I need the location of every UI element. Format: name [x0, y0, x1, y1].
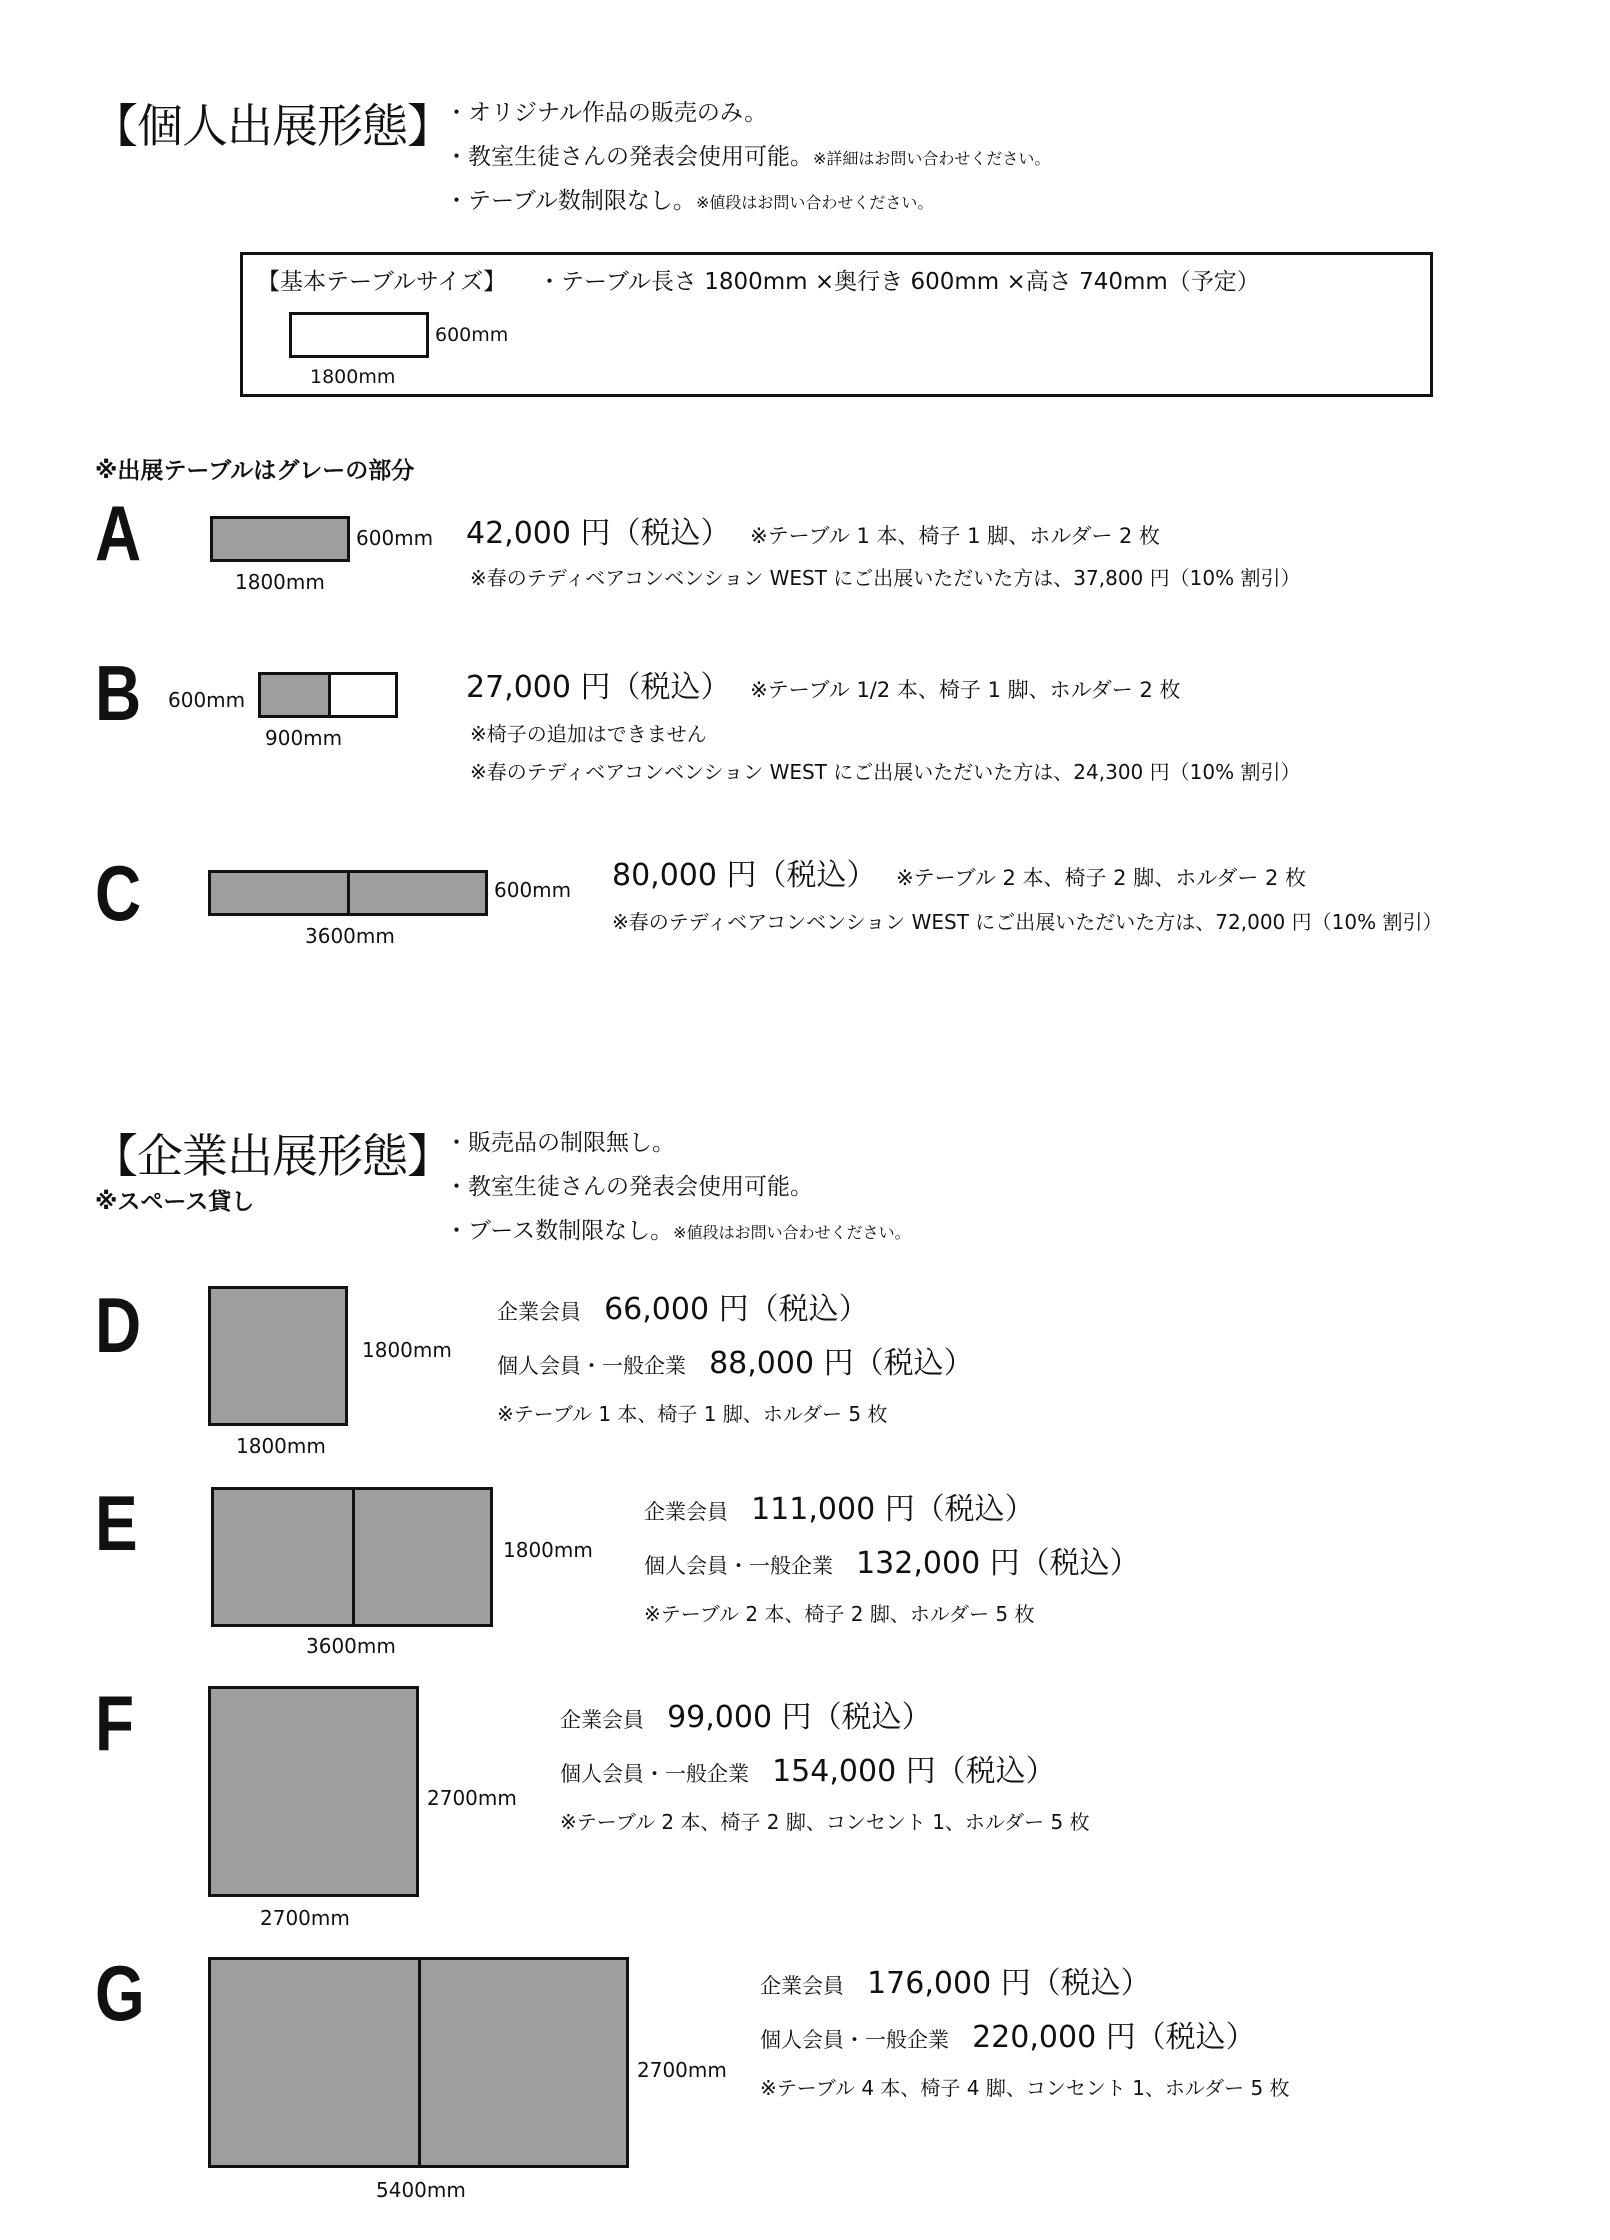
corporate-bullet-1 [445, 1124, 675, 1157]
plan-includes: ※テーブル 1/2 本、椅子 1 脚、ホルダー 2 枚 [750, 678, 1181, 702]
general-price: 220,000 円（税込） [972, 2020, 1256, 2055]
plan-c-length-label: 3600mm [305, 924, 395, 948]
price-text: 27,000 円（税込） [466, 670, 731, 705]
bullet-text: ・販売品の制限無し。 [445, 1130, 675, 1156]
member-price: 111,000 円（税込） [751, 1492, 1035, 1527]
plan-b-chair-note: ※椅子の追加はできません [470, 722, 707, 746]
plan-b-gray-half [261, 675, 331, 715]
general-price: 132,000 円（税込） [856, 1546, 1140, 1581]
plan-d-side-label: 1800mm [362, 1338, 452, 1362]
basic-table-label: 【基本テーブルサイズ】 [257, 269, 507, 295]
general-price: 154,000 円（税込） [772, 1754, 1056, 1789]
member-label: 企業会員 [497, 1300, 581, 1324]
plan-g-includes: ※テーブル 4 本、椅子 4 脚、コンセント 1、ホルダー 5 枚 [760, 2076, 1290, 2100]
plan-g-letter: G [95, 1949, 145, 2037]
plan-a-letter: A [95, 489, 142, 577]
plan-b-price [466, 662, 1181, 706]
bullet-text: ・ブース数制限なし。 [445, 1218, 674, 1244]
plan-d-includes: ※テーブル 1 本、椅子 1 脚、ホルダー 5 枚 [497, 1402, 888, 1426]
plan-a-discount-note: ※春のテディベアコンベンション WEST にご出展いただいた方は、37,800 円（10% 割引） [470, 566, 1301, 590]
plan-includes: ※テーブル 1 本、椅子 1 脚、ホルダー 2 枚 [750, 524, 1161, 548]
plan-c-table-diagram [208, 870, 488, 916]
bullet-note: ※値段はお問い合わせください。 [673, 1223, 911, 1242]
general-label: 個人会員・一般企業 [560, 1762, 749, 1786]
bullet-note: ※値段はお問い合わせください。 [695, 193, 934, 212]
plan-f-width-label: 2700mm [260, 1906, 350, 1930]
plan-e-side-label: 1800mm [503, 1538, 593, 1562]
corporate-bullet-3 [445, 1212, 911, 1245]
plan-a-price [466, 508, 1160, 552]
plan-g-booth-diagram [208, 1957, 629, 2168]
individual-bullet-2 [445, 138, 1050, 171]
plan-b-table-diagram [258, 672, 398, 718]
plan-e-letter: E [95, 1479, 138, 1567]
plan-e-general-price-row [644, 1538, 1140, 1582]
plan-b-discount-note: ※春のテディベアコンベンション WEST にご出展いただいた方は、24,300 円（10% 割引） [470, 760, 1301, 784]
plan-e-booth-diagram [211, 1487, 493, 1627]
member-price: 176,000 円（税込） [867, 1966, 1151, 2001]
general-label: 個人会員・一般企業 [760, 2028, 949, 2052]
general-label: 個人会員・一般企業 [644, 1554, 833, 1578]
plan-g-general-price-row [760, 2012, 1256, 2056]
bullet-text: ・テーブル数制限なし。 [445, 188, 696, 214]
member-price: 66,000 円（税込） [604, 1292, 869, 1327]
plan-b-depth-label: 600mm [168, 688, 246, 712]
plan-f-side-label: 2700mm [427, 1786, 517, 1810]
member-label: 企業会員 [560, 1708, 644, 1732]
plan-b-letter: B [95, 649, 142, 737]
plan-c-discount-note: ※春のテディベアコンベンション WEST にご出展いただいた方は、72,000 円（10% 割引） [612, 910, 1443, 934]
plan-a-length-label: 1800mm [235, 570, 325, 594]
basic-table-spec: ・テーブル長さ 1800mm ×奥行き 600mm ×高さ 740mm（予定） [538, 269, 1260, 295]
general-label: 個人会員・一般企業 [497, 1354, 686, 1378]
plan-f-includes: ※テーブル 2 本、椅子 2 脚、コンセント 1、ホルダー 5 枚 [560, 1810, 1090, 1834]
basic-table-diagram [289, 312, 429, 358]
plan-g-booth-divider [418, 1960, 421, 2165]
plan-d-member-price-row [497, 1284, 869, 1328]
plan-d-general-price-row [497, 1338, 974, 1382]
plan-g-member-price-row [760, 1958, 1151, 2002]
plan-f-member-price-row [560, 1692, 932, 1736]
plan-includes: ※テーブル 2 本、椅子 2 脚、ホルダー 2 枚 [896, 866, 1307, 890]
plan-d-booth-diagram [208, 1286, 348, 1426]
price-text: 42,000 円（税込） [466, 516, 731, 551]
gray-area-note: ※出展テーブルはグレーの部分 [95, 458, 415, 484]
plan-c-letter: C [95, 849, 142, 937]
plan-c-depth-label: 600mm [494, 878, 572, 902]
bullet-text: ・教室生徒さんの発表会使用可能。 [445, 1174, 813, 1200]
plan-a-table-diagram [210, 516, 350, 562]
bullet-note: ※詳細はお問い合わせください。 [813, 149, 1051, 168]
bullet-text: ・教室生徒さんの発表会使用可能。 [445, 144, 813, 170]
member-label: 企業会員 [760, 1974, 844, 1998]
plan-b-length-label: 900mm [265, 726, 343, 750]
basic-table-length-label: 1800mm [310, 366, 396, 388]
basic-table-size-box [240, 252, 1433, 397]
individual-bullet-3 [445, 182, 933, 215]
plan-g-width-label: 5400mm [376, 2178, 466, 2202]
individual-section-title: 【個人出展形態】 [92, 99, 452, 153]
plan-d-width-label: 1800mm [236, 1434, 326, 1458]
plan-a-depth-label: 600mm [356, 526, 434, 550]
plan-e-member-price-row [644, 1484, 1035, 1528]
plan-e-booth-divider [352, 1490, 355, 1624]
general-price: 88,000 円（税込） [709, 1346, 974, 1381]
plan-e-includes: ※テーブル 2 本、椅子 2 脚、ホルダー 5 枚 [644, 1602, 1035, 1626]
member-price: 99,000 円（税込） [667, 1700, 932, 1735]
bullet-text: ・オリジナル作品の販売のみ。 [445, 100, 768, 126]
plan-f-booth-diagram [208, 1686, 419, 1897]
plan-c-table-divider [347, 873, 350, 913]
plan-g-side-label: 2700mm [637, 2058, 727, 2082]
plan-f-letter: F [95, 1679, 135, 1767]
plan-c-price [612, 850, 1306, 894]
plan-f-general-price-row [560, 1746, 1056, 1790]
plan-e-width-label: 3600mm [306, 1634, 396, 1658]
plan-d-letter: D [95, 1281, 142, 1369]
member-label: 企業会員 [644, 1500, 728, 1524]
price-text: 80,000 円（税込） [612, 858, 877, 893]
corporate-subtitle: ※スペース貸し [95, 1189, 255, 1215]
basic-table-depth-label: 600mm [435, 324, 509, 346]
corporate-section-title: 【企業出展形態】 [92, 1129, 452, 1183]
individual-bullet-1 [445, 94, 767, 127]
corporate-bullet-2 [445, 1168, 813, 1201]
